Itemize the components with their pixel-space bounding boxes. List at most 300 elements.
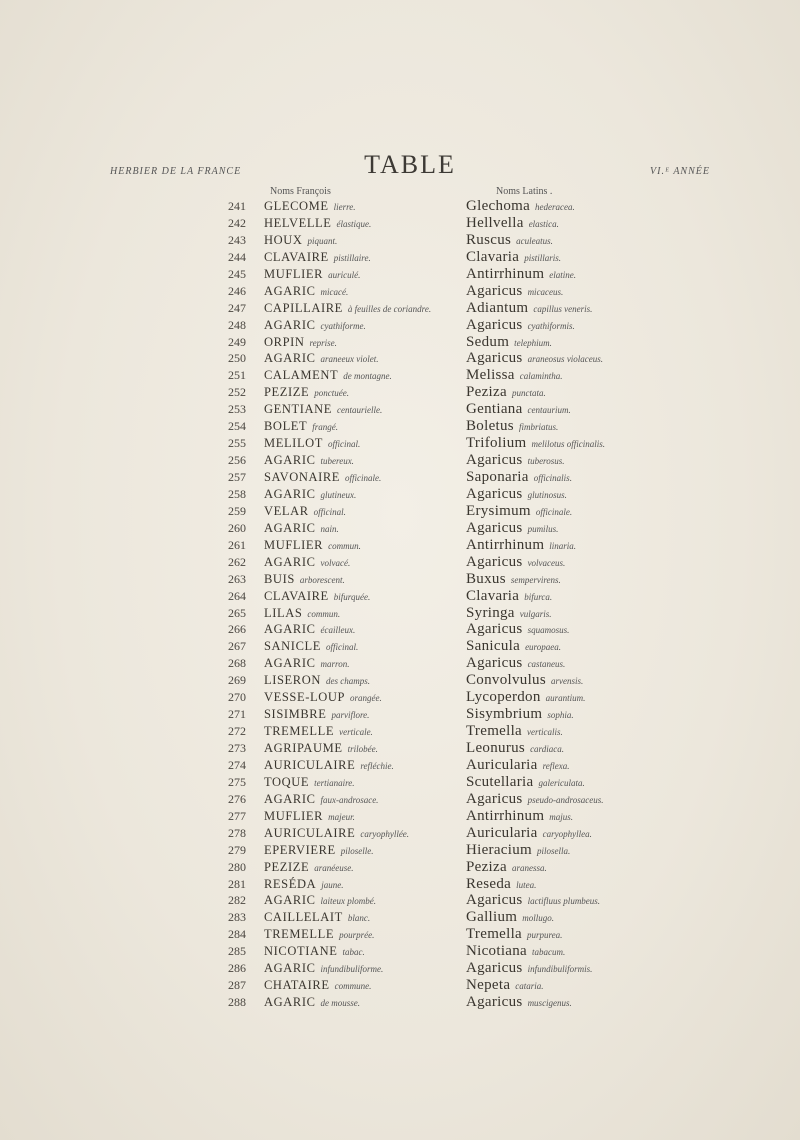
- french-species: araneeux violet.: [320, 354, 379, 365]
- table-row: [228, 232, 698, 249]
- latin-name: [466, 503, 572, 521]
- latin-species: hederacea.: [535, 202, 575, 212]
- latin-species: aranessa.: [511, 862, 547, 873]
- latin-name: [466, 859, 547, 877]
- entry-number: 268: [228, 656, 246, 671]
- table-row: [228, 689, 698, 706]
- latin-species: sophia.: [547, 710, 574, 721]
- french-genus: AGARIC: [264, 520, 316, 535]
- entry-number: 278: [228, 825, 246, 840]
- french-name: [264, 232, 337, 250]
- latin-species: infundibuliformis.: [527, 964, 593, 975]
- french-name: [264, 926, 374, 944]
- latin-species: tuberosus.: [527, 456, 565, 467]
- latin-genus: Antirrhinum: [466, 536, 545, 553]
- entry-number: 288: [228, 995, 246, 1010]
- french-name: [264, 909, 370, 927]
- latin-genus: Ruscus: [466, 231, 512, 248]
- table-row: [228, 638, 698, 655]
- french-genus: TREMELLE: [264, 927, 335, 942]
- table-row: [228, 926, 698, 943]
- table-row: [228, 876, 698, 893]
- latin-genus: Boletus: [466, 418, 514, 435]
- table-row: [228, 994, 698, 1011]
- french-genus: RESÉDA: [264, 876, 317, 891]
- french-species: de montagne.: [343, 371, 392, 382]
- entry-number: 259: [228, 503, 246, 518]
- latin-genus: Antirrhinum: [466, 265, 545, 282]
- latin-species: centaurium.: [527, 405, 571, 416]
- latin-species: lutea.: [516, 879, 537, 890]
- table-row: [228, 960, 698, 977]
- entry-number: 252: [228, 385, 246, 400]
- french-name: [264, 554, 350, 572]
- french-genus: CLAVAIRE: [264, 249, 329, 264]
- french-genus: MUFLIER: [264, 266, 324, 281]
- french-species: pistillaire.: [333, 252, 371, 263]
- latin-name: [466, 808, 573, 826]
- french-genus: AGARIC: [264, 961, 316, 976]
- latin-species: linaria.: [549, 540, 577, 551]
- french-name: [264, 638, 358, 656]
- table-row: [228, 418, 698, 435]
- table-row: [228, 808, 698, 825]
- table-row: [228, 300, 698, 317]
- entry-number: 255: [228, 436, 246, 451]
- french-species: des champs.: [325, 676, 370, 687]
- latin-genus: Saponaria: [466, 469, 529, 485]
- latin-species: bifurca.: [524, 591, 553, 602]
- table-row: [228, 317, 698, 334]
- latin-species: mollugo.: [522, 913, 555, 924]
- latin-genus: Agaricus: [466, 655, 523, 672]
- french-genus: AGARIC: [264, 995, 316, 1010]
- table-row: [228, 892, 698, 909]
- table-row: [228, 825, 698, 842]
- french-name: [264, 740, 378, 758]
- latin-name: [466, 876, 536, 894]
- entry-number: 267: [228, 639, 246, 654]
- page-title: TABLE: [364, 150, 456, 179]
- table-row: [228, 909, 698, 926]
- entry-number: 248: [228, 317, 246, 332]
- latin-name: [466, 791, 603, 809]
- table-row: [228, 757, 698, 774]
- french-species: à feuilles de coriandre.: [347, 303, 432, 314]
- latin-genus: Auricularia: [466, 824, 538, 841]
- latin-name: [466, 638, 561, 656]
- latin-name: [466, 909, 554, 927]
- french-name: [264, 960, 383, 978]
- table-row: [228, 334, 698, 351]
- french-species: volvacé.: [320, 557, 351, 568]
- french-species: micacé.: [320, 286, 349, 297]
- latin-name: [466, 266, 576, 284]
- table-row: [228, 554, 698, 571]
- french-genus: SISIMBRE: [264, 707, 327, 722]
- latin-name: [466, 943, 565, 961]
- french-species: commune.: [334, 981, 372, 992]
- french-name: [264, 621, 355, 639]
- french-species: verticale.: [339, 727, 373, 738]
- latin-species: arvensis.: [550, 676, 584, 687]
- table-row: [228, 266, 698, 283]
- table-row: [228, 706, 698, 723]
- header-series: HERBIER DE LA FRANCE: [110, 166, 242, 177]
- entry-number: 280: [228, 859, 246, 874]
- latin-species: officinale.: [535, 506, 573, 517]
- latin-name: [466, 994, 572, 1012]
- latin-name: [466, 621, 569, 639]
- table-row: [228, 283, 698, 300]
- latin-name: [466, 418, 558, 436]
- french-genus: AGARIC: [264, 317, 316, 332]
- latin-name: [466, 926, 562, 944]
- latin-name: [466, 655, 565, 673]
- entry-number: 276: [228, 791, 246, 806]
- entry-number: 272: [228, 724, 246, 739]
- table-row: [228, 672, 698, 689]
- latin-genus: Leonurus: [466, 740, 526, 756]
- entry-number: 249: [228, 334, 246, 349]
- latin-genus: Agaricus: [466, 519, 523, 536]
- entry-number: 244: [228, 249, 246, 264]
- latin-species: lactifluus plumbeus.: [527, 896, 601, 907]
- french-name: [264, 503, 346, 521]
- table-row: [228, 571, 698, 588]
- entry-number: 266: [228, 622, 246, 637]
- french-species: piloselle.: [340, 845, 374, 856]
- french-name: [264, 266, 360, 284]
- french-name: [264, 842, 374, 860]
- column-header-latin: Noms Latins .: [496, 186, 553, 197]
- latin-species: volvaceus.: [527, 557, 566, 568]
- latin-name: [466, 401, 571, 419]
- latin-name: [466, 706, 574, 724]
- entry-number: 271: [228, 707, 246, 722]
- french-species: pourprée.: [339, 930, 375, 941]
- entry-number: 283: [228, 910, 246, 925]
- latin-species: muscigenus.: [527, 998, 572, 1009]
- latin-species: officinalis.: [533, 473, 572, 483]
- latin-genus: Syringa: [466, 604, 515, 621]
- latin-name: [466, 249, 561, 267]
- french-species: nain.: [320, 523, 339, 534]
- entry-number: 261: [228, 537, 246, 552]
- entry-number: 275: [228, 774, 246, 789]
- latin-genus: Sanicula: [466, 638, 521, 655]
- latin-name: [466, 588, 552, 606]
- table-row: [228, 774, 698, 791]
- latin-genus: Nepeta: [466, 977, 511, 994]
- french-genus: AGARIC: [264, 351, 316, 366]
- entry-number: 285: [228, 944, 246, 959]
- french-genus: AGARIC: [264, 554, 316, 569]
- latin-genus: Agaricus: [466, 621, 523, 638]
- french-genus: TREMELLE: [264, 724, 335, 739]
- entry-number: 245: [228, 266, 246, 281]
- latin-genus: Agaricus: [466, 790, 523, 807]
- french-species: officinal.: [313, 506, 346, 517]
- latin-name: [466, 672, 583, 690]
- french-genus: MUFLIER: [264, 808, 324, 823]
- french-name: [264, 350, 379, 368]
- entry-number: 241: [228, 199, 246, 213]
- french-name: [264, 977, 371, 995]
- latin-genus: Gallium: [466, 909, 518, 926]
- latin-species: caryophyllea.: [542, 828, 592, 839]
- entry-number: 281: [228, 876, 246, 891]
- french-name: [264, 825, 409, 843]
- entry-number: 260: [228, 520, 246, 535]
- latin-genus: Agaricus: [466, 316, 523, 333]
- entry-number: 253: [228, 402, 246, 417]
- latin-genus: Agaricus: [466, 994, 523, 1011]
- latin-genus: Peziza: [466, 858, 507, 875]
- latin-name: [466, 350, 603, 368]
- french-species: faux-androsace.: [320, 794, 379, 805]
- french-name: [264, 215, 371, 233]
- latin-name: [466, 689, 585, 707]
- entry-number: 263: [228, 571, 246, 586]
- table-row: [228, 740, 698, 757]
- french-name: [264, 774, 355, 792]
- french-species: aranéeuse.: [314, 862, 354, 873]
- latin-genus: Trifolium: [466, 435, 527, 452]
- french-species: reprise.: [309, 337, 337, 348]
- french-genus: AGARIC: [264, 283, 316, 298]
- latin-name: [466, 571, 561, 589]
- table-row: [228, 791, 698, 808]
- entry-number: 247: [228, 300, 246, 315]
- latin-genus: Lycoperdon: [466, 689, 541, 706]
- french-genus: CAPILLAIRE: [264, 300, 343, 315]
- latin-name: [466, 300, 592, 318]
- french-genus: AURICULAIRE: [264, 825, 356, 840]
- french-genus: SAVONAIRE: [264, 470, 341, 484]
- latin-genus: Reseda: [466, 875, 512, 892]
- french-genus: AURICULAIRE: [264, 757, 356, 772]
- table-row: [228, 469, 698, 486]
- latin-name: [466, 757, 570, 775]
- french-species: de mousse.: [320, 998, 361, 1009]
- latin-genus: Tremella: [466, 926, 523, 943]
- latin-species: castaneus.: [527, 659, 566, 670]
- table-row: [228, 486, 698, 503]
- table-row: [228, 452, 698, 469]
- latin-species: squamosus.: [527, 625, 570, 636]
- latin-name: [466, 334, 552, 352]
- entry-number: 258: [228, 486, 246, 501]
- french-genus: HOUX: [264, 232, 303, 247]
- entry-number: 282: [228, 893, 246, 908]
- latin-genus: Nicotiana: [466, 943, 528, 960]
- latin-species: telephium.: [514, 337, 552, 348]
- latin-species: pilosella.: [537, 845, 571, 856]
- french-species: écailleux.: [320, 625, 356, 636]
- table-row: [228, 842, 698, 859]
- latin-genus: Clavaria: [466, 587, 520, 604]
- french-species: arborescent.: [299, 574, 345, 585]
- latin-species: verticalis.: [527, 727, 563, 738]
- latin-species: galericulata.: [538, 777, 585, 788]
- latin-genus: Peziza: [466, 384, 507, 401]
- french-name: [264, 317, 366, 335]
- french-name: [264, 384, 349, 402]
- french-name: [264, 588, 370, 606]
- french-species: caryophyllée.: [360, 828, 410, 839]
- header: [110, 150, 710, 190]
- latin-genus: Agaricus: [466, 452, 523, 469]
- latin-species: cataria.: [515, 981, 544, 992]
- table-row: [228, 198, 698, 215]
- french-genus: VELAR: [264, 503, 309, 518]
- french-name: [264, 520, 339, 538]
- french-name: [264, 367, 392, 385]
- table-row: [228, 249, 698, 266]
- french-species: infundibuliforme.: [320, 964, 384, 975]
- french-species: refléchie.: [360, 760, 394, 771]
- latin-genus: Agaricus: [466, 282, 523, 299]
- entry-number: 277: [228, 808, 246, 823]
- latin-name: [466, 537, 576, 555]
- french-species: cyathiforme.: [320, 320, 366, 331]
- latin-genus: Hellvella: [466, 214, 524, 231]
- french-name: [264, 486, 356, 504]
- french-genus: AGARIC: [264, 453, 316, 468]
- latin-name: [466, 977, 544, 995]
- latin-species: aculeatus.: [516, 235, 553, 246]
- latin-genus: Glechoma: [466, 198, 531, 214]
- french-name: [264, 994, 360, 1012]
- latin-genus: Agaricus: [466, 892, 523, 909]
- french-name: [264, 655, 349, 673]
- latin-species: sempervirens.: [510, 574, 561, 585]
- french-name: [264, 435, 360, 453]
- french-genus: EPERVIERE: [264, 842, 336, 857]
- french-genus: AGARIC: [264, 656, 316, 671]
- french-genus: CALAMENT: [264, 368, 339, 383]
- french-genus: GENTIANE: [264, 402, 332, 417]
- entry-number: 286: [228, 961, 246, 976]
- french-genus: CLAVAIRE: [264, 588, 329, 603]
- french-genus: GLECOME: [264, 199, 329, 213]
- french-species: officinale.: [345, 473, 382, 483]
- french-species: commun.: [307, 608, 341, 619]
- french-species: glutineux.: [320, 489, 357, 500]
- latin-species: cardiaca.: [530, 744, 564, 754]
- french-genus: ORPIN: [264, 334, 305, 349]
- french-name: [264, 892, 376, 910]
- latin-species: pumilus.: [527, 523, 559, 534]
- french-genus: LILAS: [264, 605, 303, 620]
- french-name: [264, 808, 355, 826]
- latin-genus: Buxus: [466, 570, 506, 587]
- french-species: frangé.: [312, 422, 339, 433]
- french-genus: PEZIZE: [264, 859, 310, 874]
- entry-number: 265: [228, 605, 246, 620]
- header-year: VI.ᴱ ANNÉE: [650, 166, 710, 177]
- french-species: blanc.: [347, 913, 371, 924]
- table-row: [228, 435, 698, 452]
- latin-species: aurantium.: [545, 693, 586, 704]
- latin-genus: Auricularia: [466, 756, 538, 773]
- french-name: [264, 689, 382, 707]
- french-name: [264, 571, 345, 589]
- table-row: [228, 520, 698, 537]
- french-genus: CHATAIRE: [264, 978, 330, 993]
- latin-species: capillus veneris.: [533, 303, 593, 314]
- table-row: [228, 503, 698, 520]
- latin-name: [466, 520, 558, 538]
- french-genus: AGARIC: [264, 486, 316, 501]
- entry-number: 246: [228, 283, 246, 298]
- latin-species: pistillaris.: [524, 252, 561, 263]
- latin-genus: Gentiana: [466, 401, 523, 418]
- french-species: officinal.: [328, 439, 361, 450]
- entry-number: 256: [228, 453, 246, 468]
- french-species: lierre.: [333, 202, 356, 212]
- latin-species: glutinosus.: [527, 489, 567, 500]
- table-row: [228, 655, 698, 672]
- latin-name: [466, 892, 600, 910]
- french-species: élastique.: [336, 218, 372, 229]
- french-name: [264, 876, 343, 894]
- table-row: [228, 537, 698, 554]
- french-species: ponctuée.: [314, 388, 349, 399]
- latin-genus: Agaricus: [466, 350, 523, 367]
- latin-species: fimbriatus.: [518, 422, 559, 433]
- table-row: [228, 588, 698, 605]
- latin-species: elatine.: [549, 269, 577, 280]
- table-row: [228, 859, 698, 876]
- french-genus: MELILOT: [264, 436, 324, 451]
- french-species: bifurquée.: [333, 591, 371, 602]
- french-species: commun.: [328, 540, 361, 551]
- french-species: centaurielle.: [336, 405, 383, 416]
- entry-number: 251: [228, 368, 246, 383]
- entry-number: 270: [228, 690, 246, 705]
- french-genus: SANICLE: [264, 639, 321, 654]
- latin-name: [466, 825, 592, 843]
- latin-genus: Agaricus: [466, 960, 523, 977]
- french-genus: AGARIC: [264, 791, 316, 806]
- table-row: [228, 977, 698, 994]
- latin-species: tabacum.: [532, 947, 566, 958]
- latin-species: majus.: [549, 811, 574, 822]
- latin-species: pseudo-androsaceus.: [527, 794, 604, 805]
- french-species: jaune.: [321, 879, 344, 890]
- latin-name: [466, 317, 575, 335]
- latin-genus: Convolvulus: [466, 672, 546, 689]
- latin-name: [466, 384, 546, 402]
- french-species: orangée.: [350, 693, 382, 704]
- latin-genus: Tremella: [466, 723, 523, 740]
- latin-genus: Sisymbrium: [466, 706, 543, 723]
- french-name: [264, 537, 361, 555]
- latin-genus: Antirrhinum: [466, 807, 545, 824]
- french-name: [264, 859, 354, 877]
- latin-name: [466, 452, 564, 470]
- index-table: [228, 198, 698, 1011]
- entry-number: 243: [228, 232, 246, 247]
- entry-number: 262: [228, 554, 246, 569]
- french-species: laiteux plombé.: [320, 896, 377, 907]
- french-genus: NICOTIANE: [264, 944, 338, 959]
- latin-name: [466, 367, 563, 385]
- entry-number: 257: [228, 470, 246, 484]
- latin-species: europaea.: [525, 642, 561, 653]
